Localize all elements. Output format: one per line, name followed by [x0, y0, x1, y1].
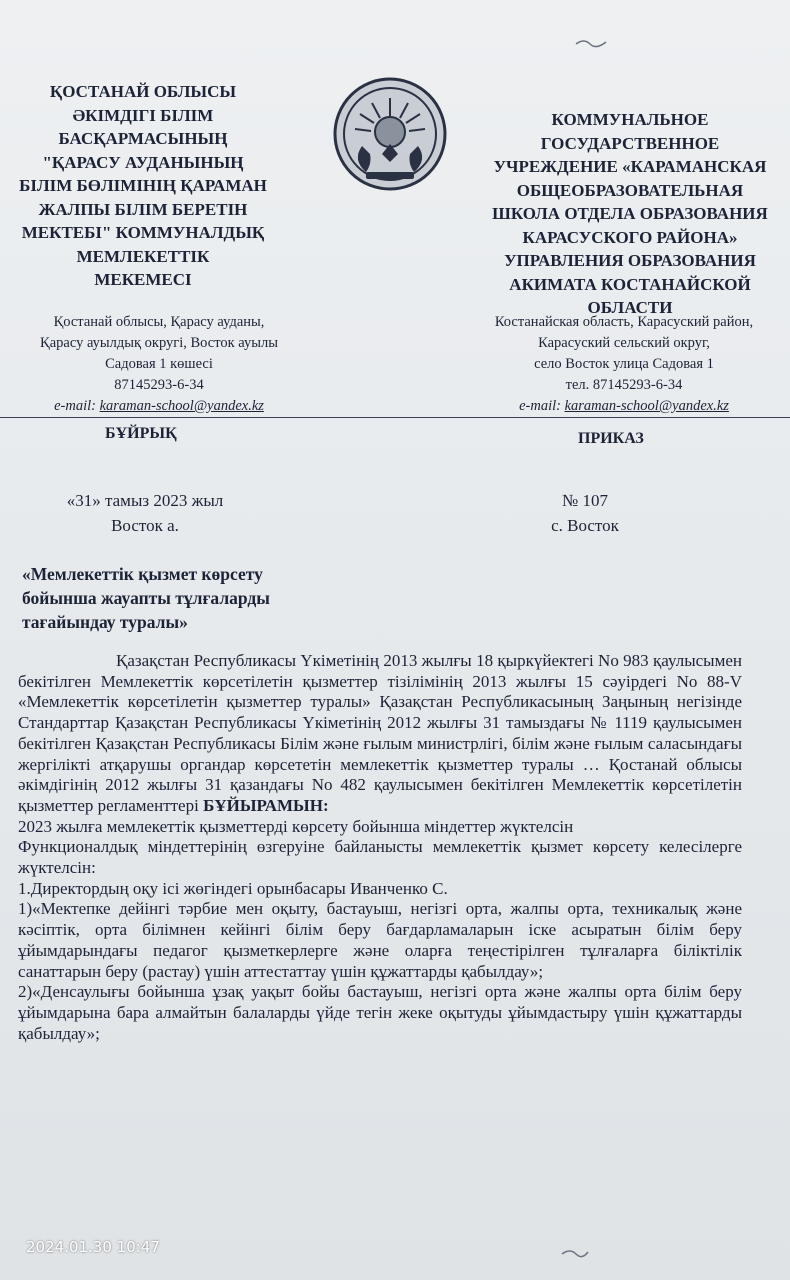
date-block-ru: [530, 488, 640, 538]
email-label: e-mail:: [54, 398, 96, 414]
item-1: 1.Директордың оқу ісі жөгіндегі орынбасары Иванченко С.: [18, 878, 448, 898]
address-left-line: Садовая 1 көшесі: [105, 356, 213, 372]
header-left-line: МЕМЛЕКЕТТІК: [76, 246, 210, 266]
header-left-line: ҚОСТАНАЙ ОБЛЫСЫ: [49, 82, 237, 101]
date-block-kz: [40, 488, 250, 538]
address-left: [14, 312, 304, 417]
order-subject: [22, 562, 342, 634]
subject-line: тағайындау туралы»: [22, 612, 188, 632]
email-right: [458, 396, 790, 417]
address-right-line: Карасуский сельский округ,: [538, 335, 710, 351]
address-left-line: Қарасу ауылдық округі, Восток ауылы: [40, 335, 278, 351]
address-right-line: тел. 87145293-6-34: [565, 377, 683, 393]
header-left-organization: [12, 80, 274, 292]
header-left-line: МЕКЕМЕСІ: [94, 270, 192, 289]
email-left: [14, 396, 304, 417]
subject-line: бойынша жауапты тұлғаларды: [22, 588, 270, 608]
header-left-line: ӘКІМДІГІ БІЛІМ: [72, 105, 214, 125]
header-right-line: ОБЛАСТИ: [587, 298, 673, 317]
header-left-line: БАСҚАРМАСЫНЫҢ: [58, 129, 228, 148]
header-right-line: ОБЩЕОБРАЗОВАТЕЛЬНАЯ: [516, 180, 744, 200]
email-label: e-mail:: [519, 398, 561, 414]
address-left-line: Қостанай облысы, Қарасу ауданы,: [53, 314, 265, 330]
header-right-organization: [470, 108, 790, 320]
header-right-line: ГОСУДАРСТВЕННОЕ: [540, 133, 720, 153]
body-line-2: Функционалдық міндеттерінің өзгеруіне байланысты мемлекеттік қызмет көрсету келесілерге жүктелсін:: [18, 837, 742, 878]
order-date: «31» тамыз 2023 жыл: [66, 491, 224, 510]
order-number: № 107: [562, 491, 608, 510]
body-line-1: 2023 жылға мемлекеттік қызметтерді көрсету бойынша міндеттер жүктелсін: [18, 816, 574, 836]
header-left-line: БІЛІМ БӨЛІМІНІҢ ҚАРАМАН: [19, 176, 267, 195]
preamble-text: Қазақстан Республикасы Үкіметінің 2013 жылғы 18 қыркүйектегі No 983 қаулысымен бекітілген Мемлекеттік көрсетілетін қызметтер тізілімінің 2013 жылғы 15 сәуірдегі No 88-V «Мемлекеттік көрсетілетін қызметтер туралы» Қазақстан Республикасының Заңының негізінде Стандарттар Қазақстан Республикасы Үкіметінің 2012 жылғы 31 тамыздағы № 1119 қаулысымен бекітілген Қазақстан Республикасы Білім және ғылым министрлігі, білім және ғылым саласындағы жергілікті атқарушы органдар көрсететін мемлекеттік қызметтер туралы … Қостанай облысы әкімдігінің 2012 жылғы 31 қазандағы No 482 қаулысымен бекітілген Мемлекеттік көрсетілетін қызметтер регламенттері: [18, 651, 742, 815]
header-right-line: УПРАВЛЕНИЯ ОБРАЗОВАНИЯ: [504, 251, 756, 270]
item-1-1: 1)«Мектепке дейінгі тәрбие мен оқыту, бастауыш, негізгі орта, жалпы орта, техникалық және кәсіптік, орта білімнен кейінгі білім беру бағдарламаларын іске асыратын білім беру ұйымдарындағы педагог қызметкерлерге және оларға теңестірілген тұлғаларға біліктілік санаттарын беру (растау) үшін аттестаттау үшін құжаттарды қабылдау»;: [18, 899, 742, 981]
header-right-line: КОММУНАЛЬНОЕ: [551, 110, 709, 129]
address-right: [458, 312, 790, 417]
item-1-2: 2)«Денсаулығы бойынша ұзақ уақыт бойы бастауыш, негізгі орта және жалпы орта білім беру ұйымдарына бара алмайтын балаларды үйде тегін жеке оқытуды ұйымдастыру үшін құжаттарды қабылдау»;: [18, 982, 742, 1043]
state-emblem-icon: [332, 76, 448, 194]
header-left-line: ЖАЛПЫ БІЛІМ БЕРЕТІН: [38, 199, 248, 219]
doc-title-kz: БҰЙРЫҚ: [105, 425, 177, 442]
email-link[interactable]: karaman-school@yandex.kz: [564, 398, 729, 414]
header-right-line: КАРАСУСКОГО РАЙОНА»: [522, 227, 738, 247]
header-right-line: УЧРЕЖДЕНИЕ «КАРАМАНСКАЯ: [493, 157, 767, 176]
ink-mark-icon: [560, 1246, 590, 1260]
preamble-paragraph: [18, 651, 742, 817]
subject-line: «Мемлекеттік қызмет көрсету: [22, 564, 263, 584]
order-body: [18, 651, 742, 1044]
ink-mark-icon: [574, 36, 608, 50]
order-place-ru: с. Восток: [551, 516, 619, 535]
photo-timestamp: 2024.01.30 10:47: [26, 1238, 160, 1256]
email-link[interactable]: karaman-school@yandex.kz: [99, 398, 264, 414]
header-left-line: "ҚАРАСУ АУДАНЫНЫҢ: [42, 152, 244, 172]
command-word: БҰЙЫРАМЫН:: [203, 795, 329, 815]
address-left-line: 87145293-6-34: [114, 377, 204, 393]
doc-title-ru: ПРИКАЗ: [578, 430, 644, 447]
header-right-line: АКИМАТА КОСТАНАЙСКОЙ: [509, 274, 751, 294]
address-right-line: Костанайская область, Карасуский район,: [494, 314, 754, 330]
header-left-line: МЕКТЕБІ" КОММУНАЛДЫҚ: [21, 223, 265, 242]
header-right-line: ШКОЛА ОТДЕЛА ОБРАЗОВАНИЯ: [492, 204, 768, 223]
order-place-kz: Восток а.: [111, 516, 179, 535]
address-right-line: село Восток улица Садовая 1: [534, 356, 714, 372]
header-divider: [0, 417, 790, 418]
